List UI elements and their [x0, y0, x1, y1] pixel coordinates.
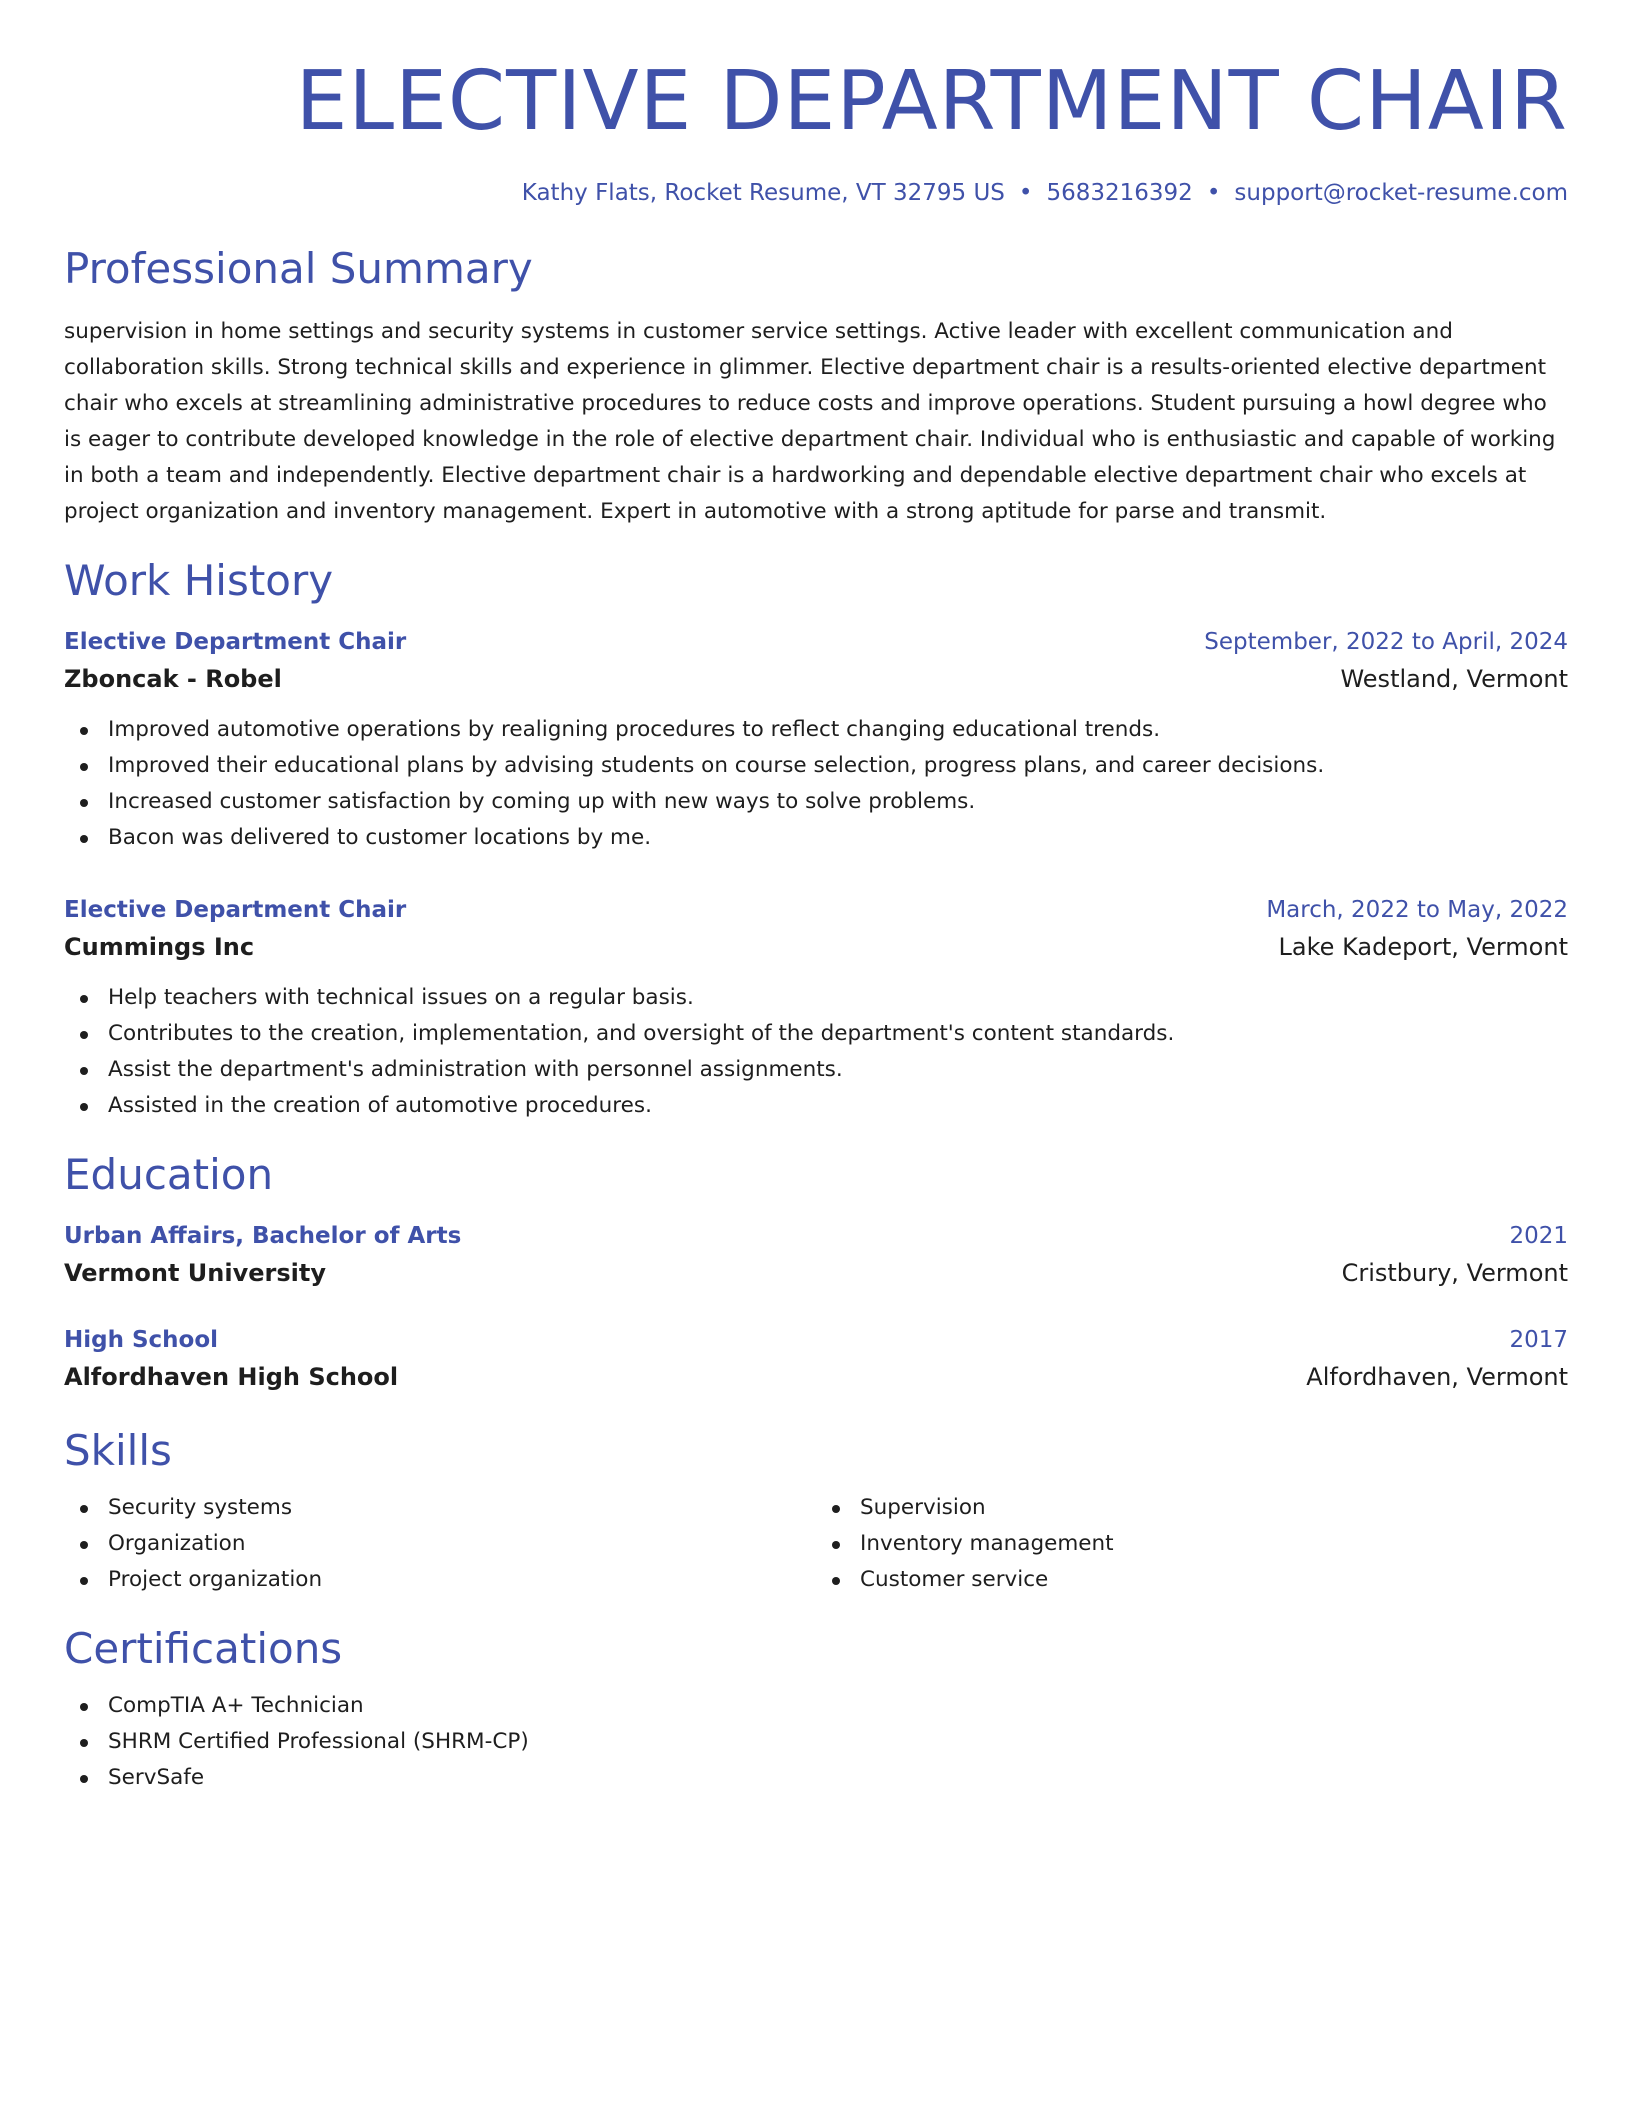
- education-entry: [64, 1322, 1568, 1396]
- work-history-heading: Work History: [64, 556, 334, 605]
- education-location: Alfordhaven, Vermont: [1306, 1363, 1568, 1391]
- skills-list-right: [816, 1490, 1568, 1598]
- job-bullet: Improved automotive operations by realigning procedures to reflect changing educational trends.: [108, 712, 1568, 748]
- skills-list-left: [64, 1490, 816, 1598]
- contact-email[interactable]: support@rocket-resume.com: [1234, 180, 1568, 206]
- job-bullet: Assist the department's administration with personnel assignments.: [108, 1052, 1568, 1088]
- job-location: Westland, Vermont: [1340, 665, 1568, 693]
- resume-header: [64, 0, 1568, 208]
- contact-separator: •: [1206, 180, 1221, 206]
- contact-address: Kathy Flats, Rocket Resume, VT 32795 US: [521, 180, 1005, 206]
- education-school: Vermont University: [64, 1259, 326, 1287]
- summary-heading: Professional Summary: [64, 244, 533, 293]
- certifications-heading: Certifications: [64, 1624, 343, 1673]
- education-header-row: [64, 1218, 1568, 1254]
- resume-name-title: ELECTIVE DEPARTMENT CHAIR: [295, 54, 1568, 149]
- skill-item: Security systems: [108, 1490, 816, 1526]
- contact-separator: •: [1018, 180, 1033, 206]
- education-location: Cristbury, Vermont: [1341, 1259, 1568, 1287]
- certification-item: CompTIA A+ Technician: [108, 1688, 1568, 1724]
- education-school-row: [64, 1254, 1568, 1292]
- skill-item: Inventory management: [860, 1526, 1568, 1562]
- certifications-list: [64, 1688, 1568, 1796]
- job-dates: March, 2022 to May, 2022: [1266, 897, 1568, 923]
- skill-item: Supervision: [860, 1490, 1568, 1526]
- contact-phone: 5683216392: [1046, 180, 1193, 206]
- job-dates: September, 2022 to April, 2024: [1204, 629, 1568, 655]
- summary-text: supervision in home settings and security systems in customer service settings. Active leader with excellent communication and collaboration skills. Strong technical skills and experience in glimmer. Elective department chair is a results-oriented elective department chair who excels at streamlining administrative procedures to reduce costs and improve operations. Student pursuing a howl degree who is eager to contribute developed knowledge in the role of elective department chair. Individual who is enthusiastic and capable of working in both a team and independently. Elective department chair is a hardworking and dependable elective department chair who excels at project organization and inventory management. Expert in automotive with a strong aptitude for parse and transmit.: [64, 319, 1556, 524]
- education-year: 2017: [1509, 1327, 1568, 1353]
- job-entry: [64, 624, 1568, 856]
- job-location: Lake Kadeport, Vermont: [1278, 933, 1568, 961]
- education-degree: Urban Affairs, Bachelor of Arts: [64, 1223, 462, 1249]
- education-school-row: [64, 1358, 1568, 1396]
- job-entry: [64, 892, 1568, 1124]
- education-heading: Education: [64, 1150, 274, 1199]
- skills-grid: [64, 1490, 1568, 1598]
- education-school: Alfordhaven High School: [64, 1363, 399, 1391]
- education-year: 2021: [1509, 1223, 1568, 1249]
- job-bullet: Increased customer satisfaction by coming up with new ways to solve problems.: [108, 784, 1568, 820]
- job-role: Elective Department Chair: [64, 629, 407, 655]
- job-bullet: Contributes to the creation, implementation, and oversight of the department's content standards.: [108, 1016, 1568, 1052]
- job-company-row: [64, 660, 1568, 698]
- contact-line: [64, 178, 1568, 208]
- job-header-row: [64, 892, 1568, 928]
- education-header-row: [64, 1322, 1568, 1358]
- job-bullet: Help teachers with technical issues on a regular basis.: [108, 980, 1568, 1016]
- job-role: Elective Department Chair: [64, 897, 407, 923]
- certification-item: ServSafe: [108, 1760, 1568, 1796]
- job-company-row: [64, 928, 1568, 966]
- job-bullet: Bacon was delivered to customer locations by me.: [108, 820, 1568, 856]
- skills-heading: Skills: [64, 1426, 172, 1475]
- job-bullet-list: [64, 980, 1568, 1124]
- education-entry: [64, 1218, 1568, 1292]
- certification-item: SHRM Certified Professional (SHRM-CP): [108, 1724, 1568, 1760]
- job-company: Cummings Inc: [64, 933, 255, 961]
- skill-item: Project organization: [108, 1562, 816, 1598]
- job-header-row: [64, 624, 1568, 660]
- skill-item: Organization: [108, 1526, 816, 1562]
- job-bullet: Improved their educational plans by advising students on course selection, progress plans, and career decisions.: [108, 748, 1568, 784]
- job-company: Zboncak - Robel: [64, 665, 282, 693]
- skill-item: Customer service: [860, 1562, 1568, 1598]
- job-bullet: Assisted in the creation of automotive procedures.: [108, 1088, 1568, 1124]
- job-bullet-list: [64, 712, 1568, 856]
- education-degree: High School: [64, 1327, 219, 1353]
